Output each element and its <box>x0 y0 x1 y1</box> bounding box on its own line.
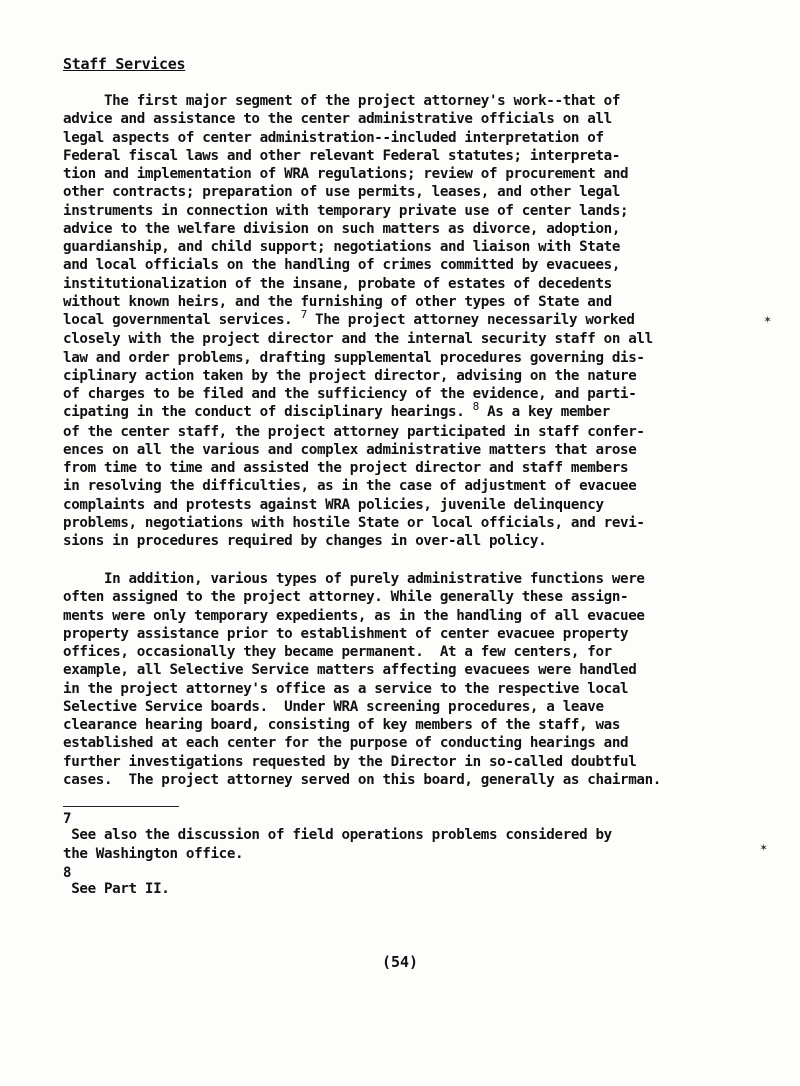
text-line: property assistance prior to establishment of center evacuee property <box>63 625 629 642</box>
text-line: further investigations requested by the Director in so-called doubtful <box>63 753 637 770</box>
text-line: ments were only temporary expedients, as in the handling of all evacuee <box>63 607 645 624</box>
page-number: (54) <box>381 953 419 971</box>
text-line: other contracts; preparation of use permits, leases, and other legal <box>63 184 621 201</box>
text-line: tion and implementation of WRA regulations; review of procurement and <box>63 166 629 182</box>
text-line: established at each center for the purpose of conducting hearings and <box>63 735 629 752</box>
text-line: guardianship, and child support; negotiations and liaison with State <box>63 239 621 255</box>
text-line: law and order problems, drafting supplemental procedures governing dis- <box>63 349 645 366</box>
scan-speck: ✶ <box>764 312 772 326</box>
text-line: in resolving the difficulties, as in the case of adjustment of evacuee <box>63 478 637 495</box>
text-line: problems, negotiations with hostile State or local officials, and revi- <box>63 514 645 531</box>
text-line: cases. The project attorney served on this board, generally as chairman. <box>63 771 661 788</box>
text-line: often assigned to the project attorney. While generally these assign- <box>63 589 629 606</box>
footnote-divider <box>63 806 179 807</box>
text-line: and local officials on the handling of crimes committed by evacuees, <box>63 257 621 274</box>
text-line: from time to time and assisted the project director and staff members <box>63 460 629 476</box>
footnote-ref-8: 8 <box>472 400 479 414</box>
text-line <box>63 308 753 330</box>
scan-speck: ✶ <box>760 840 768 854</box>
text-line: legal aspects of center administration--included interpretation of <box>63 129 604 146</box>
paragraph-administrative-functions <box>63 570 753 789</box>
text-line-end: As a key member <box>478 404 610 421</box>
text-line: in the project attorney's office as a service to the respective local <box>63 680 629 697</box>
text-line: complaints and protests against WRA policies, juvenile delinquency <box>63 496 604 513</box>
text-line: closely with the project director and the internal security staff on all <box>63 331 653 348</box>
text-line-start: local governmental services. <box>63 312 301 328</box>
footnote-7 <box>63 812 612 863</box>
text-line: of charges to be filed and the sufficiency of the evidence, and parti- <box>63 386 637 402</box>
text-line: Selective Service boards. Under WRA screening procedures, a leave <box>63 698 604 715</box>
footnote-text-line: See Part II. <box>63 881 170 897</box>
text-line: without known heirs, and the furnishing of other types of State and <box>63 293 612 310</box>
paragraph-staff-services <box>63 92 753 550</box>
footnote-number: 8 <box>63 865 72 881</box>
text-line: clearance hearing board, consisting of key members of the staff, was <box>63 717 621 733</box>
footnote-text-line: See also the discussion of field operations problems considered by <box>63 827 612 843</box>
text-line: advice and assistance to the center administrative officials on all <box>63 111 612 128</box>
text-line: ciplinary action taken by the project director, advising on the nature <box>63 367 637 384</box>
footnote-number: 7 <box>63 811 72 827</box>
text-line: offices, occasionally they became permanent. At a few centers, for <box>63 644 612 660</box>
text-line <box>63 400 753 422</box>
text-line: example, all Selective Service matters affecting evacuees were handled <box>63 662 637 679</box>
text-line: institutionalization of the insane, probate of estates of decedents <box>63 275 612 292</box>
text-line: sions in procedures required by changes in over-all policy. <box>63 533 547 549</box>
text-line-end: The project attorney necessarily worked <box>306 312 635 328</box>
footnote-text-line: the Washington office. <box>63 845 244 862</box>
text-line: of the center staff, the project attorney participated in staff confer- <box>63 423 645 440</box>
text-line: The first major segment of the project attorney's work--that of <box>63 93 621 109</box>
text-line: advice to the welfare division on such matters as divorce, adoption, <box>63 220 621 237</box>
footnote-8 <box>63 866 170 899</box>
text-line: Federal fiscal laws and other relevant Federal statutes; interpreta- <box>63 147 621 164</box>
text-line: In addition, various types of purely administrative functions were <box>63 571 645 587</box>
text-line: ences on all the various and complex administrative matters that arose <box>63 441 637 458</box>
text-line: instruments in connection with temporary private use of center lands; <box>63 202 629 219</box>
footnote-ref-7: 7 <box>300 308 307 321</box>
text-line-start: cipating in the conduct of disciplinary hearings. <box>63 404 473 421</box>
section-heading: Staff Services <box>63 55 186 73</box>
